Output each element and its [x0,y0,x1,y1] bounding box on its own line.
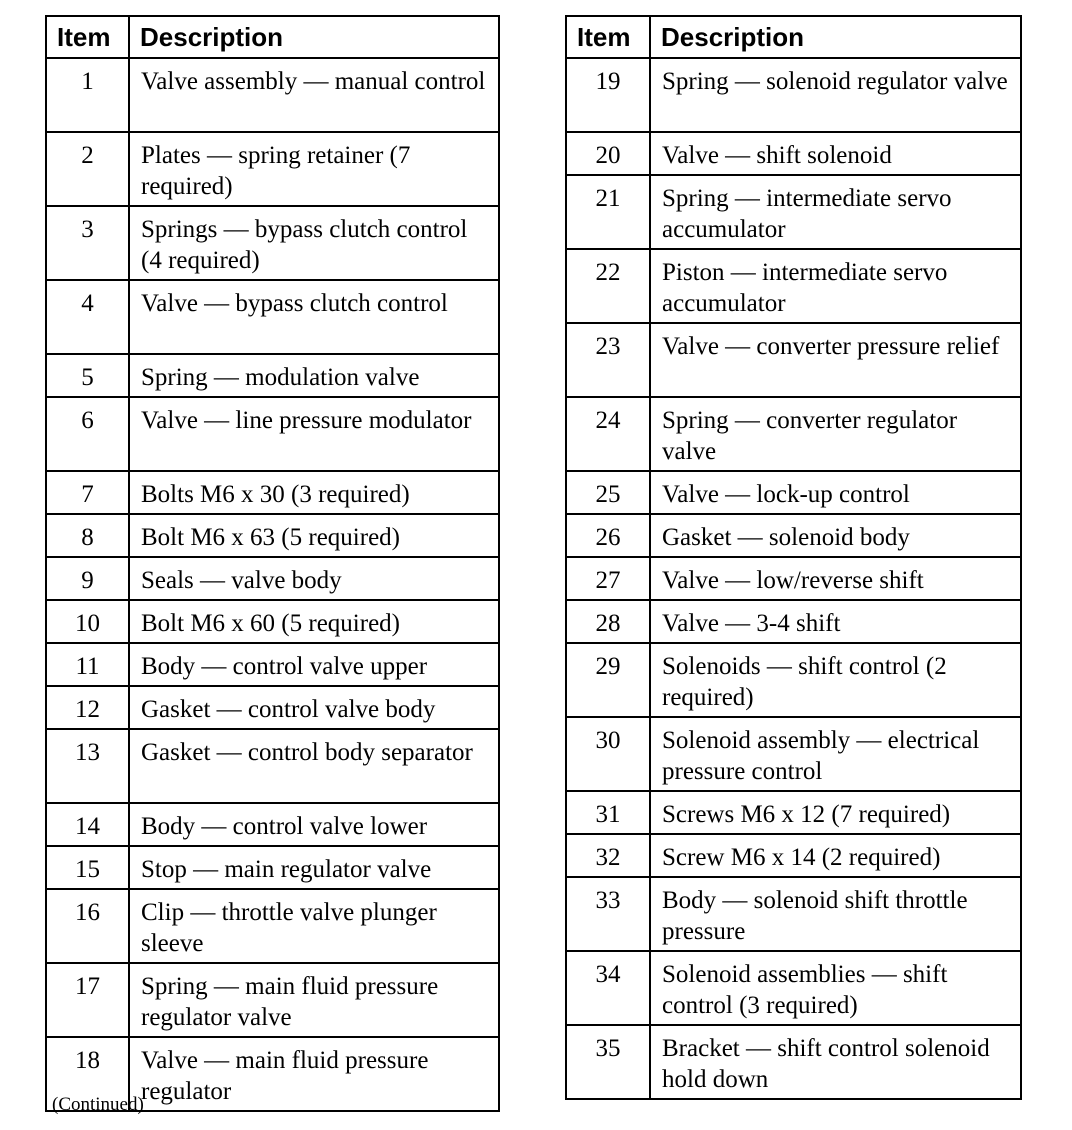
item-number: 17 [46,963,129,1037]
table-row [46,600,499,643]
item-number: 5 [46,354,129,397]
table-row [566,58,1021,132]
item-description: Piston — intermediate servo accumulator [650,249,1021,323]
table-row [566,175,1021,249]
table-row [566,557,1021,600]
item-number: 7 [46,471,129,514]
table-row [566,397,1021,471]
table-row [566,1025,1021,1099]
table-row [46,963,499,1037]
table-row [566,877,1021,951]
item-number: 14 [46,803,129,846]
item-number: 30 [566,717,650,791]
table-row [46,846,499,889]
parts-table-right [565,15,1022,1100]
item-number: 33 [566,877,650,951]
item-description: Body — control valve upper [129,643,499,686]
item-number: 23 [566,323,650,397]
item-number: 12 [46,686,129,729]
item-description: Valve — low/reverse shift [650,557,1021,600]
item-number: 28 [566,600,650,643]
table-row [566,514,1021,557]
table-row [46,280,499,354]
item-description: Solenoids — shift control (2 required) [650,643,1021,717]
continued-note: (Continued) [52,1094,144,1115]
item-number: 35 [566,1025,650,1099]
item-description: Seals — valve body [129,557,499,600]
item-description: Spring — intermediate servo accumulator [650,175,1021,249]
item-number: 6 [46,397,129,471]
item-number: 20 [566,132,650,175]
item-description: Valve assembly — manual control [129,58,499,132]
item-description: Screw M6 x 14 (2 required) [650,834,1021,877]
item-number: 19 [566,58,650,132]
item-number: 11 [46,643,129,686]
table-row [566,471,1021,514]
item-description: Plates — spring retainer (7 required) [129,132,499,206]
item-description: Valve — shift solenoid [650,132,1021,175]
item-number: 18 [46,1037,129,1111]
table-row [46,803,499,846]
item-number: 16 [46,889,129,963]
table-row [566,834,1021,877]
table-row [46,397,499,471]
item-number: 10 [46,600,129,643]
item-number: 21 [566,175,650,249]
table-row [566,951,1021,1025]
header-item: Item [46,16,129,58]
table-row [46,643,499,686]
item-number: 24 [566,397,650,471]
table-row [46,889,499,963]
item-number: 13 [46,729,129,803]
item-number: 3 [46,206,129,280]
header-item: Item [566,16,650,58]
item-number: 1 [46,58,129,132]
table-row [566,323,1021,397]
item-description: Valve — main fluid pressure regulator [129,1037,499,1111]
item-number: 15 [46,846,129,889]
item-description: Clip — throttle valve plunger sleeve [129,889,499,963]
table-row [566,791,1021,834]
table-row [566,132,1021,175]
item-description: Valve — converter pressure relief [650,323,1021,397]
item-description: Spring — solenoid regulator valve [650,58,1021,132]
item-description: Bolt M6 x 63 (5 required) [129,514,499,557]
item-number: 32 [566,834,650,877]
table-row [566,717,1021,791]
header-description: Description [650,16,1021,58]
item-description: Spring — converter regulator valve [650,397,1021,471]
item-description: Valve — bypass clutch control [129,280,499,354]
item-number: 25 [566,471,650,514]
item-number: 8 [46,514,129,557]
item-description: Solenoid assemblies — shift control (3 required) [650,951,1021,1025]
item-description: Gasket — control body separator [129,729,499,803]
item-number: 27 [566,557,650,600]
table-row [46,729,499,803]
item-description: Valve — lock-up control [650,471,1021,514]
item-number: 22 [566,249,650,323]
item-description: Bolts M6 x 30 (3 required) [129,471,499,514]
item-description: Gasket — solenoid body [650,514,1021,557]
table-row [46,58,499,132]
table-row [566,600,1021,643]
item-description: Screws M6 x 12 (7 required) [650,791,1021,834]
table-row [46,514,499,557]
item-description: Body — control valve lower [129,803,499,846]
header-row [46,16,499,58]
table-row [566,249,1021,323]
table-row [566,643,1021,717]
item-description: Solenoid assembly — electrical pressure control [650,717,1021,791]
item-description: Spring — main fluid pressure regulator valve [129,963,499,1037]
table-row [46,557,499,600]
item-number: 34 [566,951,650,1025]
table-row [46,686,499,729]
item-description: Springs — bypass clutch control (4 required) [129,206,499,280]
item-description: Bracket — shift control solenoid hold down [650,1025,1021,1099]
item-description: Spring — modulation valve [129,354,499,397]
item-description: Valve — 3-4 shift [650,600,1021,643]
item-number: 29 [566,643,650,717]
parts-table-left [45,15,500,1112]
item-description: Valve — line pressure modulator [129,397,499,471]
item-description: Stop — main regulator valve [129,846,499,889]
item-number: 26 [566,514,650,557]
table-row [46,471,499,514]
table-row [46,206,499,280]
item-number: 2 [46,132,129,206]
item-number: 31 [566,791,650,834]
table-row [46,354,499,397]
item-description: Bolt M6 x 60 (5 required) [129,600,499,643]
item-description: Body — solenoid shift throttle pressure [650,877,1021,951]
item-number: 4 [46,280,129,354]
item-description: Gasket — control valve body [129,686,499,729]
item-number: 9 [46,557,129,600]
table-row [46,132,499,206]
header-row [566,16,1021,58]
header-description: Description [129,16,499,58]
